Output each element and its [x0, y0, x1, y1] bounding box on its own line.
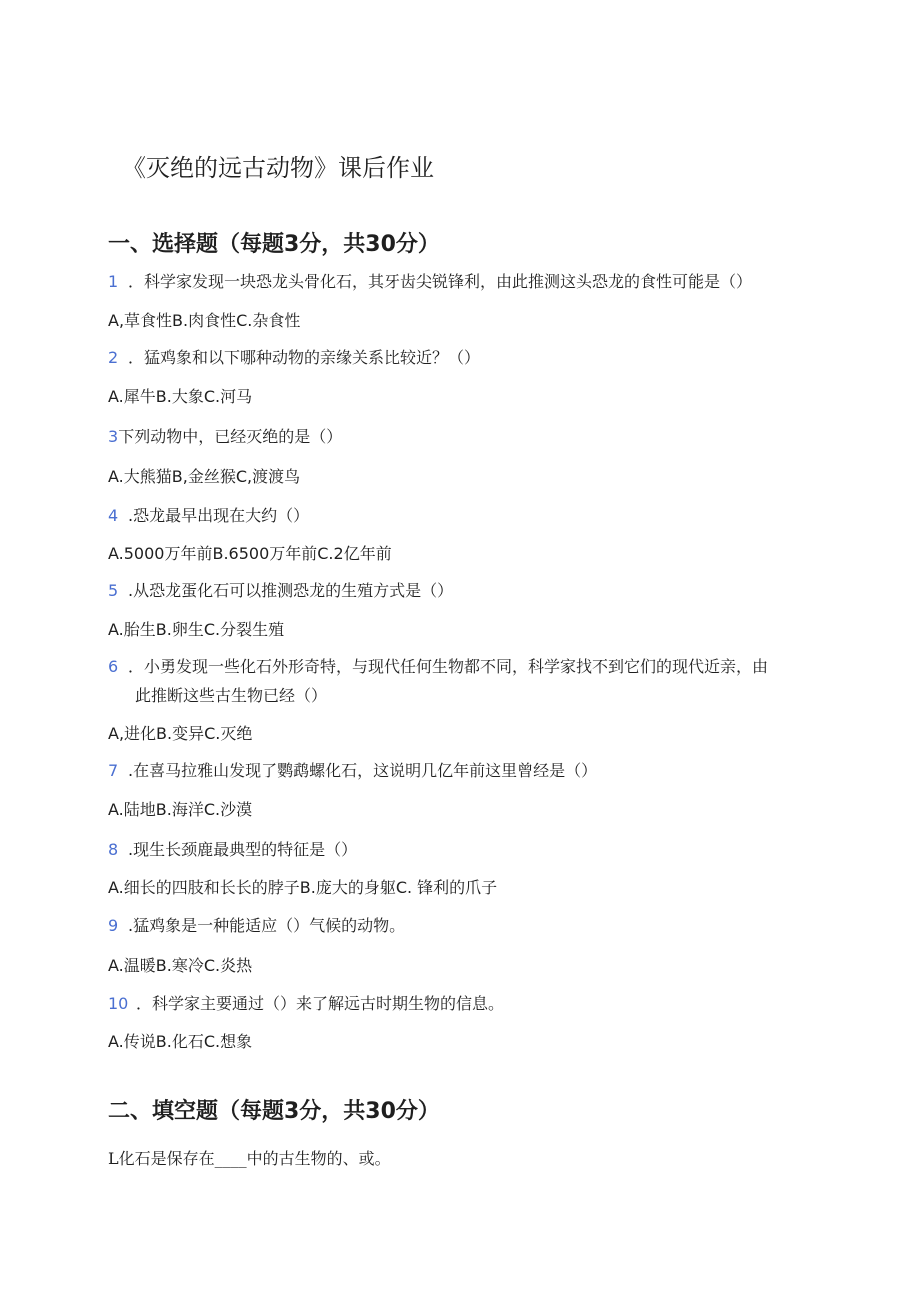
question-number: 2: [108, 348, 119, 367]
question-5-options: A.胎生B.卵生C.分裂生殖: [108, 620, 285, 639]
question-8-options: A.细长的四肢和长长的脖子B.庞大的身躯C. 锋利的爪子: [108, 878, 498, 897]
section-heading-multiple-choice: 一、选择题（每题3分，共30分）: [108, 232, 440, 257]
question-text: .在喜马拉雅山发现了鹦鹉螺化石，这说明几亿年前这里曾经是（）: [128, 761, 598, 780]
question-number: 8: [108, 840, 119, 859]
question-4: [108, 505, 309, 527]
question-6-options: A,进化B.变异C.灭绝: [108, 724, 253, 743]
question-1: [108, 271, 752, 293]
question-text: .从恐龙蛋化石可以推测恐龙的生殖方式是（）: [128, 581, 454, 600]
question-number: 3: [108, 427, 119, 446]
document-title: 《灭绝的远古动物》课后作业: [122, 154, 434, 182]
question-9-options: A.温暖B.寒冷C.炎热: [108, 956, 253, 975]
question-5: [108, 580, 453, 602]
question-number: 7: [108, 761, 119, 780]
section-heading-fill-in: 二、填空题（每题3分，共30分）: [108, 1099, 440, 1124]
question-text: ．科学家发现一块恐龙头骨化石，其牙齿尖锐锋利，由此推测这头恐龙的食性可能是（）: [128, 272, 753, 291]
question-text: ．科学家主要通过（）来了解远古时期生物的信息。: [136, 994, 505, 1013]
question-text: .猛鸡象是一种能适应（）气候的动物。: [128, 916, 406, 935]
question-text: ．猛鸡象和以下哪种动物的亲缘关系比较近？（）: [128, 348, 481, 367]
fill-in-item-1: L化石是保存在____中的古生物的、或。: [108, 1149, 391, 1168]
question-6-continuation: 此推断这些古生物已经（）: [135, 686, 328, 705]
question-1-options: A,草食性B.肉食性C.杂食性: [108, 311, 301, 330]
question-number: 9: [108, 916, 119, 935]
question-4-options: A.5000万年前B.6500万年前C.2亿年前: [108, 544, 392, 563]
question-9: [108, 915, 405, 937]
question-text: 下列动物中，已经灭绝的是（）: [118, 427, 343, 446]
question-number: 10: [108, 994, 129, 1013]
question-7-options: A.陆地B.海洋C.沙漠: [108, 800, 253, 819]
question-2: [108, 347, 480, 369]
question-text: ．小勇发现一些化石外形奇特，与现代任何生物都不同，科学家找不到它们的现代近亲，由: [128, 657, 769, 676]
question-number: 4: [108, 506, 119, 525]
question-7: [108, 760, 597, 782]
question-3-options: A.大熊猫B,金丝猴C,渡渡鸟: [108, 467, 301, 486]
question-3: [108, 426, 342, 448]
question-10: [108, 993, 504, 1015]
question-10-options: A.传说B.化石C.想象: [108, 1032, 253, 1051]
question-8: [108, 839, 357, 861]
question-text: .现生长颈鹿最典型的特征是（）: [128, 840, 358, 859]
question-number: 1: [108, 272, 119, 291]
question-6: [108, 656, 768, 678]
question-number: 5: [108, 581, 119, 600]
question-number: 6: [108, 657, 119, 676]
question-text: .恐龙最早出现在大约（）: [128, 506, 310, 525]
question-2-options: A.犀牛B.大象C.河马: [108, 387, 253, 406]
